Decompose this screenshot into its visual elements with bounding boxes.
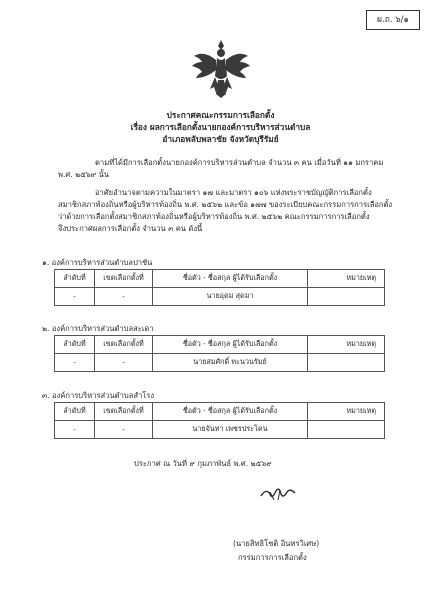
- announcement-heading: ประกาศคณะกรรมการเลือกตั้ง: [166, 110, 275, 120]
- cell-elected-name: นายอุดม สุดมา: [153, 288, 308, 306]
- table-row: [55, 354, 385, 372]
- cell-district: -: [95, 288, 153, 306]
- results-table-2: [54, 335, 385, 372]
- results-table-3: [54, 402, 385, 439]
- table-header-row: [55, 270, 385, 288]
- header-remark: หมายเหตุ: [308, 403, 385, 421]
- announce-date: ประกาศ ณ วันที่ ๙ กุมภาพันธ์ พ.ศ. ๒๕๖๙: [134, 459, 272, 468]
- cell-district: -: [95, 354, 153, 372]
- body-paragraph-2-line-4: จึงประกาศผลการเลือกตั้ง จำนวน ๓ คน ดังนี้: [58, 224, 203, 233]
- cell-order: -: [55, 288, 95, 306]
- table-header-row: [55, 403, 385, 421]
- results-table-1: [54, 269, 385, 306]
- section-title-1: ๑. องค์การบริหารส่วนตำบลปาชัน: [42, 258, 153, 267]
- signature-mark-icon: [258, 484, 298, 506]
- header-name: ชื่อตัว - ชื่อสกุล ผู้ได้รับเลือกตั้ง: [153, 336, 308, 354]
- cell-order: -: [55, 421, 95, 439]
- section-title-2: ๒. องค์การบริหารส่วนตำบลสะเดา: [42, 324, 154, 333]
- section-title-3: ๓. องค์การบริหารส่วนตำบลสำโรง: [42, 391, 155, 400]
- header-order: ลำดับที่: [55, 336, 95, 354]
- form-code-box: ผ.ถ. ๖/๑: [366, 10, 420, 30]
- body-paragraph-1: ตามที่ได้มีการเลือกตั้งนายกองค์การบริหารส่วนตำบล จำนวน ๓ คน เมื่อวันที่ ๑๑ มกราคม: [95, 158, 384, 167]
- body-paragraph-1-cont: พ.ศ. ๒๕๖๙ นั้น: [58, 170, 109, 179]
- announcement-location: อำเภอพลับพลาชัย จังหวัดบุรีรัมย์: [162, 134, 279, 144]
- header-order: ลำดับที่: [55, 403, 95, 421]
- cell-elected-name: นายจันทา เพชรประโคน: [153, 421, 308, 439]
- cell-remark: [308, 421, 385, 439]
- signatory-name: (นายสิทธิโชติ อินทรวิเศษ): [233, 539, 320, 548]
- header-remark: หมายเหตุ: [308, 336, 385, 354]
- table-row: [55, 421, 385, 439]
- garuda-emblem-icon: [190, 36, 252, 102]
- body-paragraph-2: อาศัยอำนาจตามความในมาตรา ๑๗ และมาตรา ๑๐๖ แห่งพระราชบัญญัติการเลือกตั้ง: [95, 188, 372, 197]
- cell-elected-name: นายสมศักดิ์ ทะนวนรัมย์: [153, 354, 308, 372]
- cell-district: -: [95, 421, 153, 439]
- header-district: เขตเลือกตั้งที่: [95, 403, 153, 421]
- header-order: ลำดับที่: [55, 270, 95, 288]
- header-district: เขตเลือกตั้งที่: [95, 336, 153, 354]
- cell-remark: [308, 288, 385, 306]
- header-name: ชื่อตัว - ชื่อสกุล ผู้ได้รับเลือกตั้ง: [153, 270, 308, 288]
- header-district: เขตเลือกตั้งที่: [95, 270, 153, 288]
- table-row: [55, 288, 385, 306]
- body-paragraph-2-line-2: สมาชิกสภาท้องถิ่นหรือผู้บริหารท้องถิ่น พ.ศ. ๒๕๖๒ และข้อ ๑๗๗ ของระเบียบคณะกรรมการการเลือกตั้ง: [58, 200, 393, 209]
- body-paragraph-2-line-3: ว่าด้วยการเลือกตั้งสมาชิกสภาท้องถิ่นหรือผู้บริหารท้องถิ่น พ.ศ. ๒๕๖๒ คณะกรรมการการเลือกตั้ง: [58, 212, 370, 221]
- cell-order: -: [55, 354, 95, 372]
- signatory-role: กรรมการการเลือกตั้ง: [238, 553, 307, 562]
- header-remark: หมายเหตุ: [308, 270, 385, 288]
- cell-remark: [308, 354, 385, 372]
- announcement-subject: เรื่อง ผลการเลือกตั้งนายกองค์การบริหารส่วนตำบล: [130, 122, 311, 132]
- header-name: ชื่อตัว - ชื่อสกุล ผู้ได้รับเลือกตั้ง: [153, 403, 308, 421]
- table-header-row: [55, 336, 385, 354]
